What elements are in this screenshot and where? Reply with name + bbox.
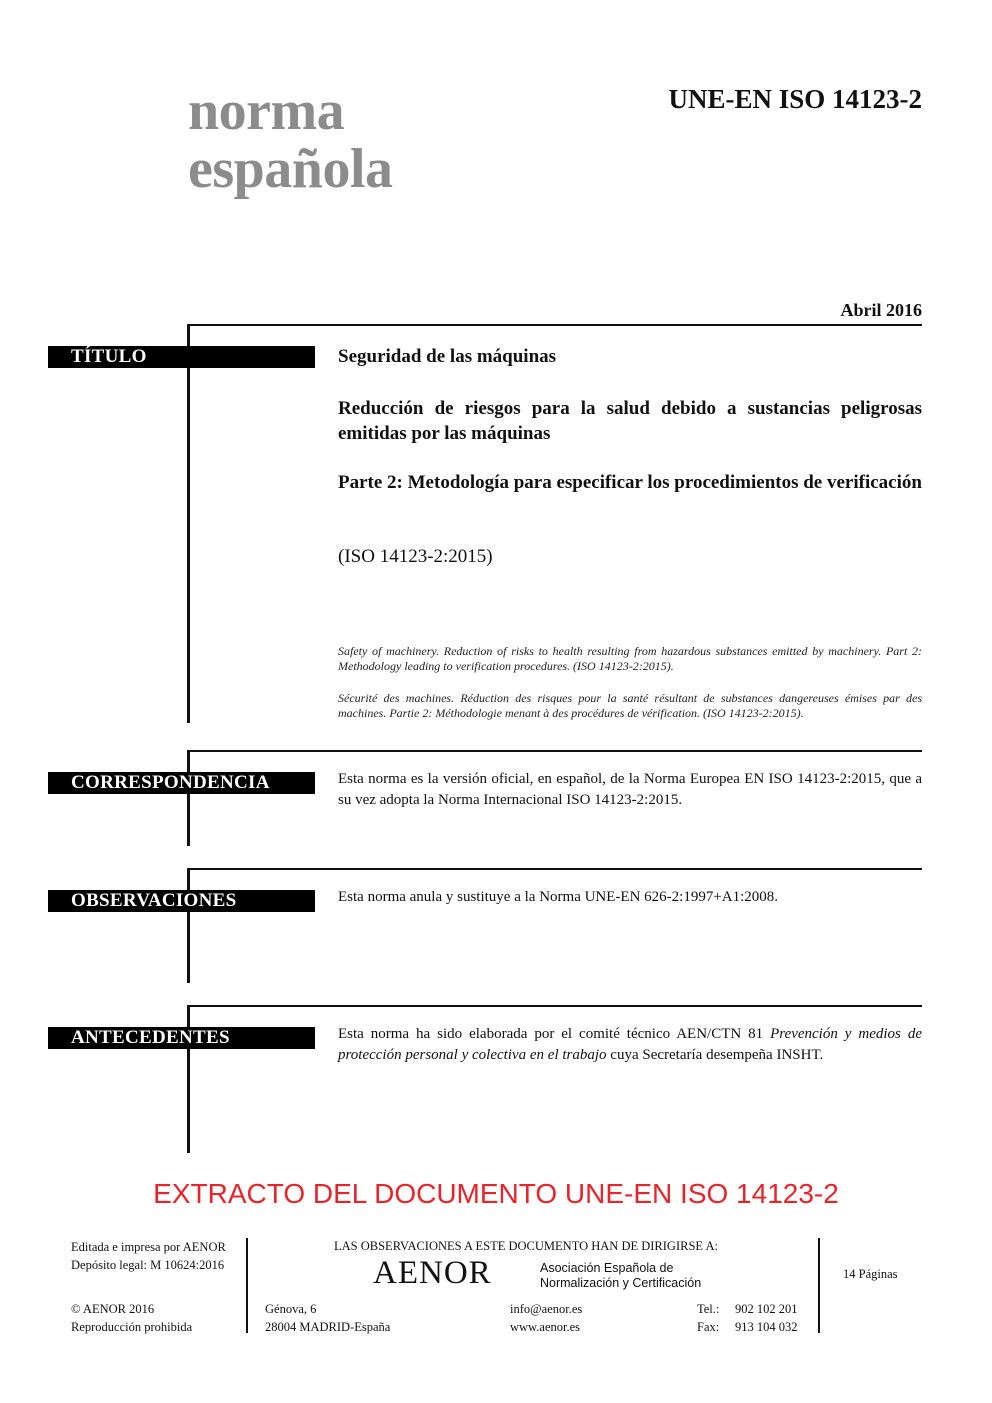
brand-line-2: española [188,138,393,200]
contact-phone [697,1300,798,1336]
antecedentes-top-rule [187,1005,922,1007]
antecedentes-text-part1: Esta norma ha sido elaborada por el comité técnico AEN/CTN 81 [338,1026,771,1042]
edited-by: Editada e impresa por AENOR [71,1240,226,1254]
footer-divider-right [818,1238,820,1333]
tel-number: 902 102 201 [735,1302,798,1316]
legal-deposit: Depósito legal: M 10624:2016 [71,1258,225,1272]
footer-divider-left [246,1238,248,1333]
committee-name: Prevención y medios de protección personal y colectiva en el trabajo [338,1026,922,1063]
copyright: © AENOR 2016 [71,1302,155,1316]
extract-banner: EXTRACTO DEL DOCUMENTO UNE-EN ISO 14123-2 [153,1178,839,1209]
observations-notice: LAS OBSERVACIONES A ESTE DOCUMENTO HAN DE DIRIGIRSE A: [334,1239,718,1253]
email-link[interactable]: info@aenor.es [510,1302,583,1316]
title-subtitle: Reducción de riesgos para la salud debido a sustancias peligrosas emitidas por las máquinas [338,398,922,444]
titulo-top-rule [187,324,922,326]
brand-title [188,82,393,198]
tel-label: Tel.: [697,1302,720,1316]
label-antecedentes: ANTECEDENTES [48,1027,315,1049]
publication-date: Abril 2016 [840,300,922,320]
antecedentes-text-part2: cuya Secretaría desempeña INSHT. [606,1047,824,1063]
address-street: Génova, 6 [265,1302,317,1316]
org-name-line-1: Asociación Española de [540,1261,674,1275]
address [265,1300,390,1336]
reproduction-notice: Reproducción prohibida [71,1320,193,1334]
aenor-org-name [540,1261,701,1291]
org-name-line-2: Normalización y Certificación [540,1276,702,1290]
observaciones-text: Esta norma anula y sustituye a la Norma UNE-EN 626-2:1997+A1:2008. [338,889,779,905]
label-correspondencia: CORRESPONDENCIA [48,772,315,794]
observaciones-side-rule [187,868,190,983]
fax-row [697,1318,798,1336]
correspondencia-side-rule [187,750,190,846]
label-titulo: TÍTULO [48,346,315,368]
copyright-info [71,1300,192,1336]
correspondencia-text: Esta norma es la versión oficial, en español, de la Norma Europea EN ISO 14123-2:2015, que a su vez adopta la Norma Internacional ISO 14123-2:2015. [338,771,922,808]
title-iso-reference: (ISO 14123-2:2015) [338,546,493,567]
correspondencia-top-rule [187,750,922,752]
title-english: Safety of machinery. Reduction of risks to health resulting from hazardous substances emitted by machinery. Part 2: Methodology leading to verification procedures. (ISO 14123-2:2015). [338,644,922,673]
title-main: Seguridad de las máquinas [338,346,557,367]
title-part: Parte 2: Metodología para especificar los procedimientos de verificación [338,472,922,493]
web-link[interactable]: www.aenor.es [510,1320,581,1334]
observaciones-top-rule [187,868,922,870]
standard-code: UNE-EN ISO 14123-2 [668,84,922,114]
label-observaciones: OBSERVACIONES [48,890,315,912]
aenor-logo: AENOR [373,1255,492,1291]
contact-web [510,1300,582,1336]
fax-number: 913 104 032 [735,1320,798,1334]
brand-line-1: norma [188,80,345,142]
title-french: Sécurité des machines. Réduction des risques pour la santé résultant de substances dangereuses émises par des machines. Partie 2: Méthodologie menant à des procédures de vérification. (ISO 14123-2:2015). [338,691,922,720]
tel-row [697,1300,798,1318]
antecedentes-text [338,1024,922,1066]
page-count: 14 Páginas [843,1267,898,1281]
fax-label: Fax: [697,1320,720,1334]
publisher-info [71,1238,226,1274]
address-city: 28004 MADRID-España [265,1320,391,1334]
titulo-side-rule [187,324,190,723]
